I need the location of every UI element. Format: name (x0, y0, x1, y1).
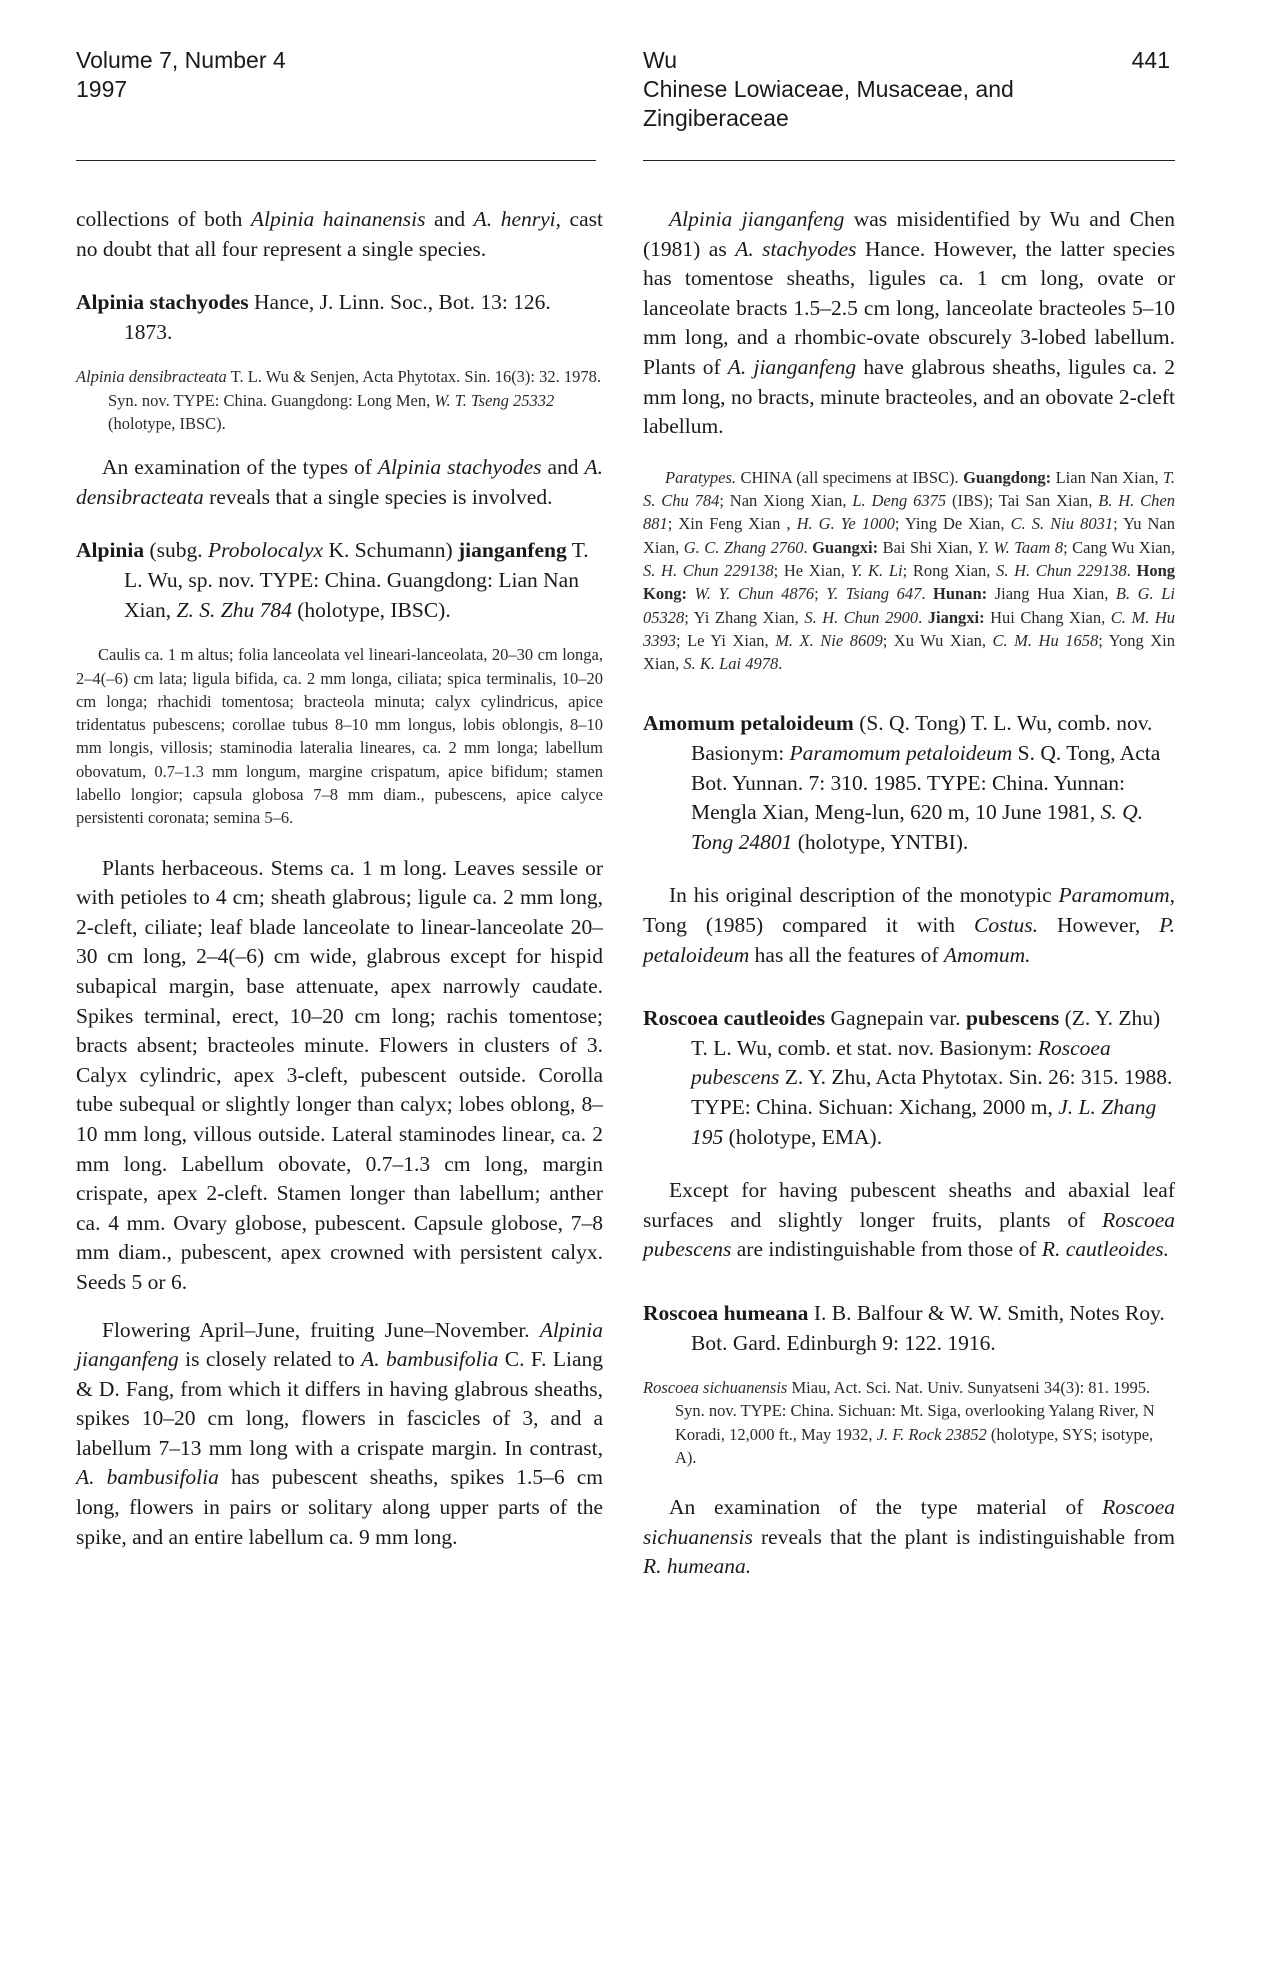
right-column (643, 205, 1175, 1582)
amomum-petaloideum-heading: Amomum petaloideum (S. Q. Tong) T. L. Wu, comb. nov. Basionym: Paramomum petaloideum S. Q. Tong, Acta Bot. Yunnan. 7: 310. 1985. TYPE: China. Yunnan: Mengla Xian, Meng-lun, 620 m, 10 June 1981, S. Q. Tong 24801 (holotype, YNTBI). (643, 711, 1161, 854)
amomum-note: In his original description of the monotypic Paramomum, Tong (1985) compared it with Costus. However, P. petaloideum has all the features of Amomum. (643, 883, 1176, 967)
article-title-line-2: Zingiberaceae (643, 105, 789, 131)
left-column (76, 205, 603, 1552)
article-title-line-1: Chinese Lowiaceae, Musaceae, and (643, 76, 1014, 102)
intro-paragraph: collections of both Alpinia hainanensis and A. henryi, cast no doubt that all four represent a single species. (76, 207, 603, 261)
header-rule-left (76, 160, 596, 161)
flowering-note: Flowering April–June, fruiting June–November. Alpinia jianganfeng is closely related to A. bambusifolia C. F. Liang & D. Fang, from which it differs in having glabrous sheaths, spikes 10–20 cm long, flowers in fascicles of 3, and a labellum 7–13 mm long with a crispate margin. In contrast, A. bambusifolia has pubescent sheaths, spikes 1.5–6 cm long, flowers in pairs or solitary along upper parts of the spike, and an entire labellum ca. 9 mm long. (76, 1317, 604, 1549)
alpinia-jianganfeng-heading: Alpinia (subg. Probolocalyx K. Schumann) jianganfeng T. L. Wu, sp. nov. TYPE: China. Guangdong: Lian Nan Xian, Z. S. Zhu 784 (holotype, IBSC). (76, 538, 589, 622)
alpinia-stachyodes-heading: Alpinia stachyodes Hance, J. Linn. Soc., Bot. 13: 126. 1873. (76, 290, 551, 344)
running-header-left (76, 46, 286, 104)
roscoea-cautleoides-heading: Roscoea cautleoides Gagnepain var. pubescens (Z. Y. Zhu) T. L. Wu, comb. et stat. nov. Basionym: Roscoea pubescens Z. Y. Zhu, Acta Phytotax. Sin. 26: 315. 1988. TYPE: China. Sichuan: Xichang, 2000 m, J. L. Zhang 195 (holotype, EMA). (643, 1006, 1173, 1149)
roscoea-humeana-heading: Roscoea humeana I. B. Balfour & W. W. Smith, Notes Roy. Bot. Gard. Edinburgh 9: 122. 1916. (643, 1300, 1165, 1355)
roscoea-sichuanensis-synonym: Roscoea sichuanensis Miau, Act. Sci. Nat. Univ. Sunyatseni 34(3): 81. 1995. Syn. nov. TYPE: China. Sichuan: Mt. Siga, overlooking Yalang River, N Koradi, 12,000 ft., May 1932, J. F. Rock 23852 (holotype, SYS; isotype, A). (643, 1378, 1155, 1467)
latin-description: Caulis ca. 1 m altus; folia lanceolata vel lineari-lanceolata, 20–30 cm longa, 2–4(–6) cm lata; ligula bifida, ca. 2 mm longa, ciliata; spica terminalis, 10–20 cm longa; rhachidi tomentosa; bracteola minuta; calyx cylindricus, apice tridentatus pubescens; corollae tubus 8–10 mm longus, lobis oblongis, 8–10 mm longis, villosis; staminodia lateralia lineares, ca. 2 mm longa; labellum obovatum, 0.7–1.3 mm longum, margine crispatum, apice bifidum; stamen labello longior; capsula globosa 7–8 mm diam., pubescens, apice calyce persistenti coronata; semina 5–6. (76, 645, 603, 828)
stachyodes-note: An examination of the types of Alpinia stachyodes and A. densibracteata reveals that a single species is involved. (76, 455, 604, 509)
english-description: Plants herbaceous. Stems ca. 1 m long. Leaves sessile or with petioles to 4 cm; sheath glabrous; ligule ca. 2 mm long, 2-cleft, ciliate; leaf blade lanceolate to linear-lanceolate 20–30 cm long, 2–4(–6) cm wide, glabrous except for hispid subapical margin, base attenuate, apex narrowly caudate. Spikes terminal, erect, 10–20 cm long; rachis tomentose; bracts absent; bracteoles minute. Flowers in clusters of 3. Calyx cylindric, apex 3-cleft, pubescent outside. Corolla tube subequal or slightly longer than calyx; lobes oblong, 8–10 mm long, villous outside. Lateral staminodes linear, ca. 2 mm long. Labellum obovate, 0.7–1.3 cm long, margin crispate, apex 2-cleft. Stamen longer than labellum; anther ca. 4 mm. Ovary globose, pubescent. Capsule globose, 7–8 mm diam., pubescent, apex crowned with persistent calyx. Seeds 5 or 6. (76, 855, 603, 1294)
publication-year: 1997 (76, 76, 128, 102)
page-number: 441 (1131, 47, 1170, 73)
article-author: Wu (643, 47, 678, 73)
alpinia-densibracteata-synonym: Alpinia densibracteata T. L. Wu & Senjen, Acta Phytotax. Sin. 16(3): 32. 1978. Syn. nov. TYPE: China. Guangdong: Long Men, W. T. Tseng 25332 (holotype, IBSC). (76, 367, 602, 433)
roscoea-cautleoides-note: Except for having pubescent sheaths and abaxial leaf surfaces and slightly longer fruits, plants of Roscoea pubescens are indistinguishable from those of R. cautleoides. (643, 1178, 1175, 1262)
volume-number: Volume 7, Number 4 (76, 47, 286, 73)
misidentification-note: Alpinia jianganfeng was misidentified by Wu and Chen (1981) as A. stachyodes Hance. However, the latter species has tomentose sheaths, ligules ca. 1 cm long, ovate or lanceolate bracts 1.5–2.5 cm long, lanceolate bracteoles 5–10 mm long, and a rhombic-ovate obscurely 3-lobed labellum. Plants of A. jianganfeng have glabrous sheaths, ligules ca. 2 mm long, no bracts, minute bracteoles, and an obovate 2-cleft labellum. (643, 207, 1176, 439)
running-header-center (643, 46, 1014, 133)
paratypes-list: Paratypes. CHINA (all specimens at IBSC). Guangdong: Lian Nan Xian, T. S. Chu 784; Nan Xiong Xian, L. Deng 6375 (IBS); Tai San Xian, B. H. Chen 881; Xin Feng Xian , H. G. Ye 1000; Ying De Xian, C. S. Niu 8031; Yu Nan Xian, G. C. Zhang 2760. Guangxi: Bai Shi Xian, Y. W. Taam 8; Cang Wu Xian, S. H. Chun 229138; He Xian, Y. K. Li; Rong Xian, S. H. Chun 229138. Hong Kong: W. Y. Chun 4876; Y. Tsiang 647. Hunan: Jiang Hua Xian, B. G. Li 05328; Yi Zhang Xian, S. H. Chun 2900. Jiangxi: Hui Chang Xian, C. M. Hu 3393; Le Yi Xian, M. X. Nie 8609; Xu Wu Xian, C. M. Hu 1658; Yong Xin Xian, S. K. Lai 4978. (643, 467, 1176, 674)
header-rule-right (643, 160, 1175, 161)
roscoea-humeana-note: An examination of the type material of Roscoea sichuanensis reveals that the plant is indistinguishable from R. humeana. (643, 1495, 1175, 1579)
